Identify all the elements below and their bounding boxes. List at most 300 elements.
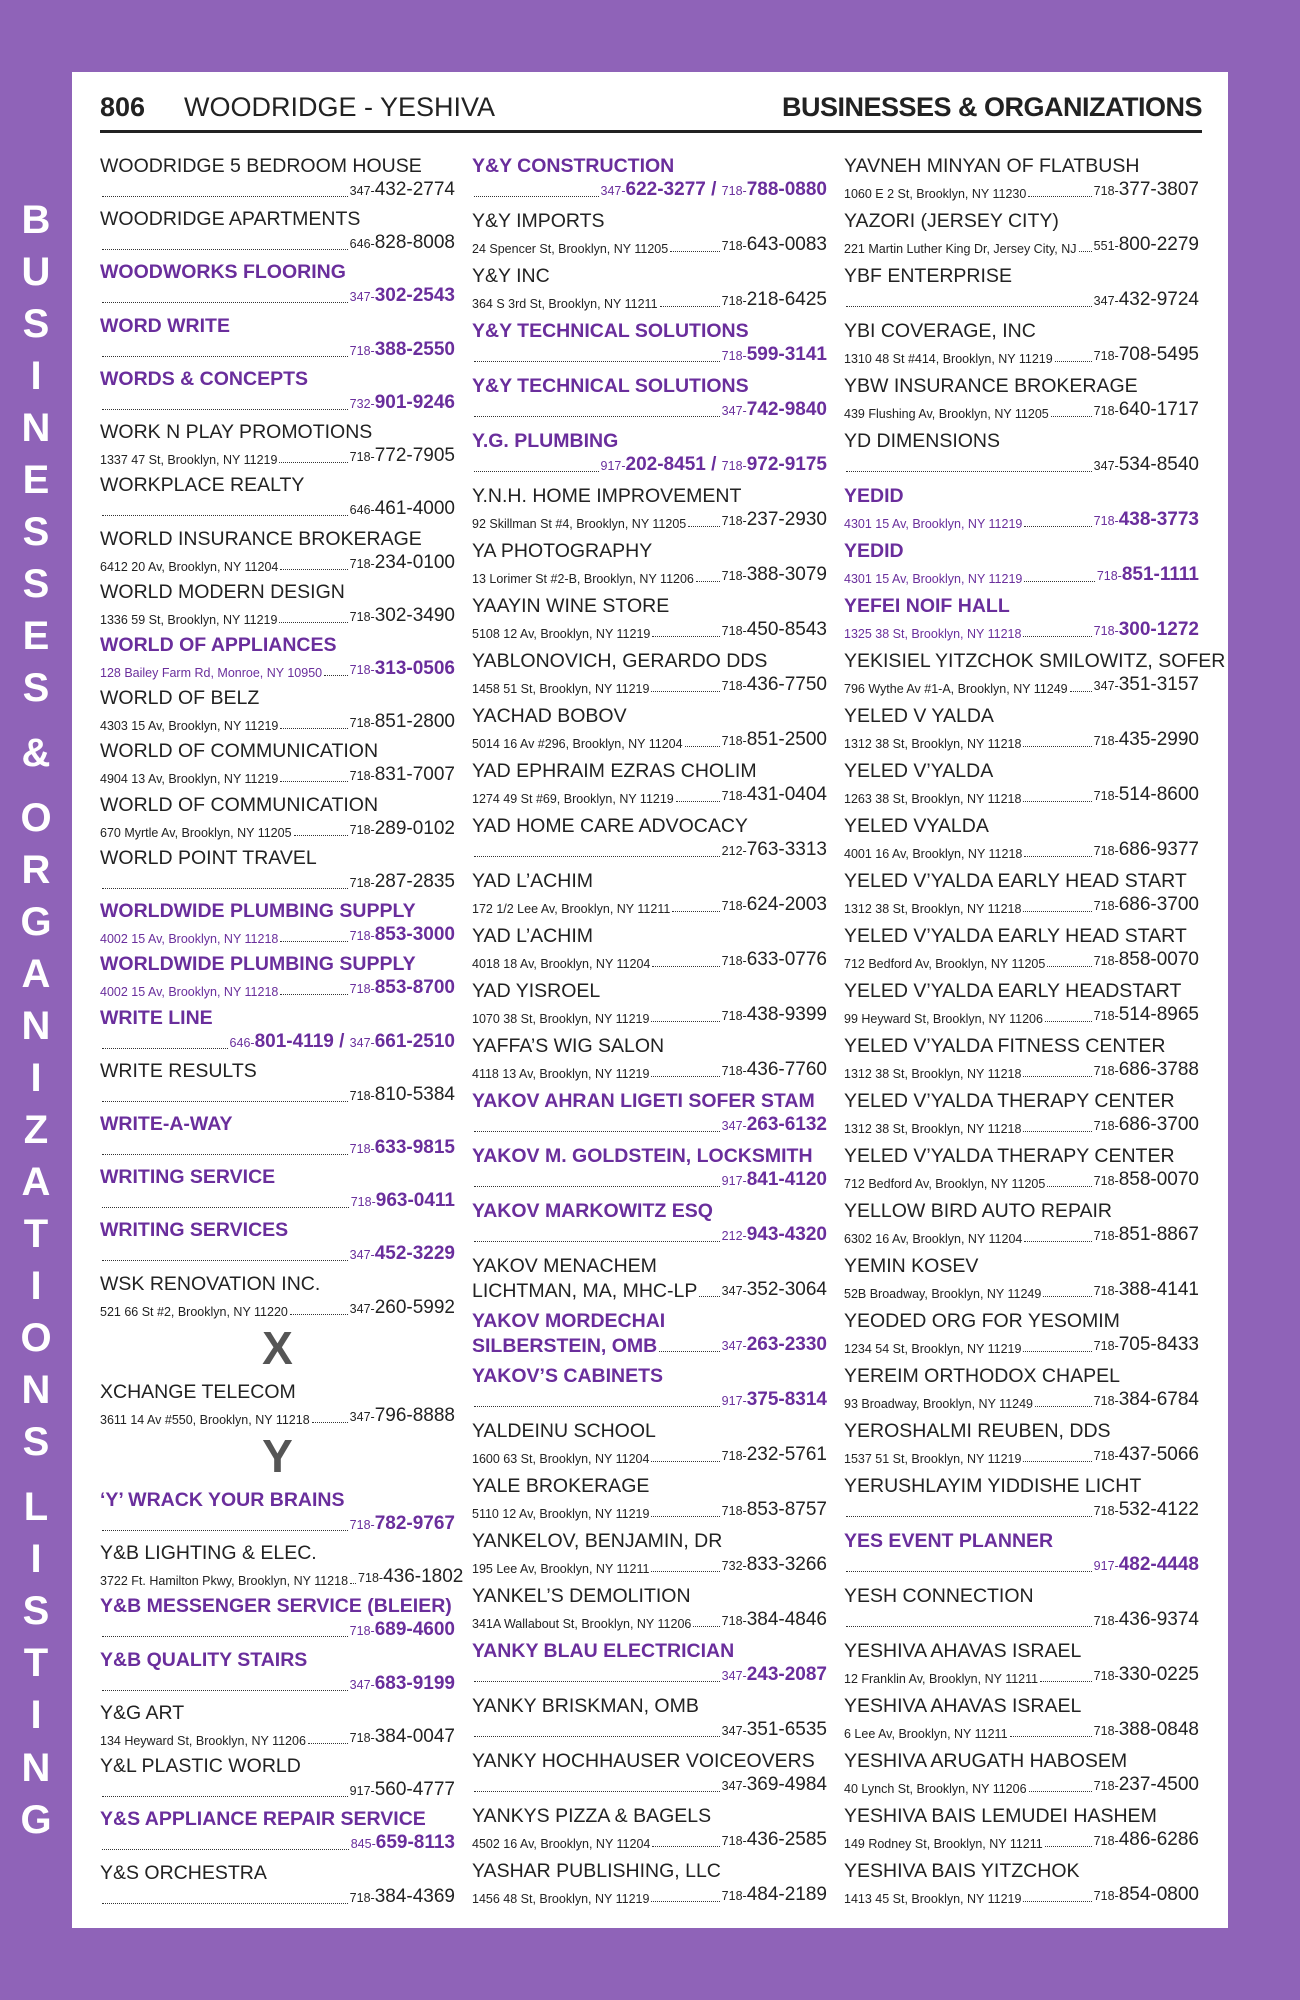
phone-prefix: 732- [721,1559,747,1573]
listing-phone [1094,234,1199,257]
listing-entry [100,1590,455,1643]
listing-entry [472,1690,827,1745]
phone-prefix: 718- [721,349,747,363]
listing-address: 1537 51 St, Brooklyn, NY 11219 [844,1452,1022,1466]
listing-name: Y&L PLASTIC WORLD [100,1755,301,1778]
listing-entry [100,842,455,895]
dot-leader [1035,1406,1092,1407]
listing-name: YESHIVA BAIS YITZCHOK [844,1860,1080,1882]
listing-entry [844,260,1199,315]
page-number: 806 [100,92,146,122]
phone-prefix: 732- [349,396,375,411]
phone-number: 689-4600 [374,1619,455,1641]
listing-phone [722,1774,827,1797]
listing-address: 5110 12 Av, Brooklyn, NY 11219 [472,1507,650,1521]
phone-prefix: 718- [1093,1669,1119,1683]
phone-prefix: 718- [1093,514,1119,528]
dot-leader [672,911,719,912]
phone-number: 686-3700 [1118,1114,1199,1135]
listing-detail-line [844,398,1199,422]
listing-address: 1312 38 St, Brooklyn, NY 11218 [844,902,1022,916]
listing-phone [1094,839,1199,862]
listing-name: WOODRIDGE APARTMENTS [100,208,361,231]
listing-entry [100,1376,455,1429]
phone-number: 484-2189 [746,1884,827,1905]
listing-detail-line [472,178,827,202]
listing-phone [722,674,827,697]
listing-name: WSK RENOVATION INC. [100,1272,321,1295]
listing-phone [722,1224,827,1247]
side-letter: Z [23,1108,49,1153]
listing-address: 1070 38 St, Brooklyn, NY 11219 [472,1012,650,1026]
phone-prefix: 646- [349,503,375,518]
listing-detail-line [472,1333,827,1357]
dot-leader [102,302,348,303]
listing-detail-line [100,1725,455,1749]
listing-phone [1094,1059,1199,1082]
phone-number: 624-2003 [746,894,827,915]
phone-number: 384-0047 [374,1725,455,1747]
listing-name: YEFEI NOIF HALL [844,595,1010,617]
dot-leader [651,1021,719,1022]
listing-phone [1094,674,1199,697]
side-letter: R [21,848,51,893]
listing-phone [1094,729,1199,752]
phone-prefix: 718- [1096,569,1122,583]
listing-address: 439 Flushing Av, Brooklyn, NY 11205 [844,407,1049,421]
listing-phone [722,1004,827,1027]
listing-entry [844,1360,1199,1415]
side-letter: G [20,900,52,945]
listing-detail-line [100,870,455,894]
dot-leader [312,1422,348,1423]
listing-address: 1310 48 St #414, Brooklyn, NY 11219 [844,352,1053,366]
listing-name: YELED V’YALDA EARLY HEAD START [844,925,1187,947]
phone-number: 384-4369 [374,1885,455,1907]
dot-leader [102,888,348,889]
listing-address: 1325 38 St, Brooklyn, NY 11218 [844,627,1022,641]
listing-name: YEDID [844,485,904,507]
listing-detail-line [100,497,455,521]
listing-name: WORLD MODERN DESIGN [100,580,345,603]
side-letter: I [30,1264,42,1309]
column-1 [100,150,464,1910]
dot-leader [651,1516,719,1517]
phone-prefix: 718- [1093,844,1119,858]
listing-address: 1263 38 St, Brooklyn, NY 11218 [844,792,1022,806]
phone-prefix: 347- [721,1284,747,1298]
listing-entry [844,480,1199,535]
listing-detail-line [472,1443,827,1467]
listing-entry [844,920,1199,975]
listing-detail-line [844,1443,1199,1467]
listing-name: YAKOV AHRAN LIGETI SOFER STAM [472,1090,815,1112]
phone-prefix: 718- [349,1518,375,1533]
phone-number: 782-9767 [374,1513,455,1535]
listing-phone [1094,344,1199,367]
phone-prefix: 718- [1093,1119,1119,1133]
listing-phone [350,924,455,947]
phone-number: 853-8757 [746,1499,827,1520]
dot-leader [474,1131,720,1132]
listing-entry [844,1800,1199,1855]
phone-prefix: 718- [349,1890,375,1905]
dot-leader [1023,801,1091,802]
listing-name: Y&Y TECHNICAL SOLUTIONS [472,320,749,342]
phone-number: 686-9377 [1118,839,1199,860]
dot-leader [1043,1296,1091,1297]
listing-name: YESHIVA AHAVAS ISRAEL [844,1695,1082,1717]
listing-name: YAKOV’S CABINETS [472,1365,664,1387]
listing-name: YANKYS PIZZA & BAGELS [472,1805,712,1827]
listing-phone [1094,1884,1199,1907]
listing-entry [844,315,1199,370]
listing-detail-line [100,1618,455,1642]
listing-phone [350,1513,455,1536]
listing-phone [350,764,455,787]
side-letter: & [21,731,51,776]
listing-entry [100,1750,455,1803]
phone-prefix: 646- [349,237,375,252]
listing-entry [100,789,455,842]
phone-prefix: 718- [349,609,375,624]
listing-detail-line [844,673,1199,697]
listing-entry [100,1055,455,1108]
dot-leader [102,1207,349,1208]
phone-prefix: 718- [1093,734,1119,748]
listing-phone [722,949,827,972]
phone-number: 772-7905 [374,445,455,467]
listing-name: YAAYIN WINE STORE [472,595,670,617]
listing-detail-line [100,231,455,255]
phone-prefix: 718- [1093,349,1119,363]
listing-phone [722,234,827,257]
listing-entry [844,1525,1199,1580]
dot-leader [474,1186,720,1187]
listing-entry [100,1644,455,1697]
phone-prefix: 718- [721,789,747,803]
listing-address: 12 Franklin Av, Brooklyn, NY 11211 [844,1672,1039,1686]
listing-detail-line [100,1565,464,1589]
listing-name: YALDEINU SCHOOL [472,1420,656,1442]
listing-entry [100,150,455,203]
listing-phone [722,1279,827,1302]
listing-name: WRITING SERVICE [100,1166,276,1189]
dot-leader [1023,1461,1091,1462]
listing-detail-line [472,453,827,477]
phone-number: 854-0800 [1118,1884,1199,1905]
listing-address: 4001 16 Av, Brooklyn, NY 11218 [844,847,1023,861]
phone-number: 260-5992 [374,1296,455,1318]
listing-phone [350,711,455,734]
phone-number: 742-9840 [746,399,827,420]
phone-prefix: 718- [721,1449,747,1463]
listing-phone [1094,619,1199,642]
listing-phone [601,454,828,477]
phone-number: 436-1802 [383,1566,464,1588]
listing-entry [844,1745,1199,1800]
listing-detail-line [100,1512,455,1536]
listing-detail-line [844,1168,1199,1192]
listing-phone [722,1334,827,1357]
dot-leader [1023,1076,1091,1077]
listing-name: WORLD OF APPLIANCES [100,633,337,656]
phone-number: 853-8700 [374,977,455,999]
listing-name: YEROSHALMI REUBEN, DDS [844,1420,1111,1442]
phone-number: 831-7007 [374,764,455,786]
side-letter: S [22,510,50,555]
listing-entry [844,1250,1199,1305]
phone-prefix: 347- [349,1035,375,1050]
listing-entry [100,682,455,735]
side-letter: A [21,952,51,997]
listing-detail-line [472,288,827,312]
phone-number: 243-2087 [746,1664,827,1685]
phone-prefix: 718- [721,569,747,583]
listing-entry [472,920,827,975]
listing-entry [100,1268,455,1321]
dot-leader [102,249,348,250]
listing-phone [350,1779,455,1802]
listing-phone [1094,1719,1199,1742]
phone-number: 289-0102 [374,817,455,839]
phone-number: 858-0070 [1118,1169,1199,1190]
listing-entry [100,1002,455,1055]
listing-address: 341A Wallabout St, Brooklyn, NY 11206 [472,1617,692,1631]
page-header [100,90,1202,133]
dot-leader [652,1846,719,1847]
listing-address: 1600 63 St, Brooklyn, NY 11204 [472,1452,650,1466]
listing-phone [722,344,827,367]
phone-number: 384-4846 [746,1609,827,1630]
listing-name: WORD WRITE [100,314,230,337]
listing-name: WRITE-A-WAY [100,1112,233,1135]
dot-leader [1023,1351,1091,1352]
listing-phone [350,392,455,415]
listing-phone [722,1444,827,1467]
dot-leader [1045,1846,1092,1847]
dot-leader [102,1690,348,1691]
listing-name: YAD HOME CARE ADVOCACY [472,815,748,837]
phone-number: 482-4448 [1118,1554,1199,1575]
listing-entry [472,1580,827,1635]
listing-name: YAD EPHRAIM EZRAS CHOLIM [472,760,757,782]
side-letter: S [22,1420,50,1465]
phone-number: 633-0776 [746,949,827,970]
dot-leader [1079,251,1092,252]
listing-address: 99 Heyward St, Brooklyn, NY 11206 [844,1012,1043,1026]
listing-name: YBW INSURANCE BROKERAGE [844,375,1138,397]
dot-leader [685,746,720,747]
side-letter: I [30,1537,42,1582]
listing-detail-line [844,1498,1199,1522]
phone-number: 841-4120 [746,1169,827,1190]
listing-name: YELED V’YALDA EARLY HEADSTART [844,980,1182,1002]
dot-leader [1010,1736,1092,1737]
phone-number: 486-6286 [1118,1829,1199,1850]
listing-address: 521 66 St #2, Brooklyn, NY 11220 [100,1304,288,1319]
listing-entry [844,150,1199,205]
dot-leader [660,306,720,307]
phone-prefix: 718- [1093,1174,1119,1188]
phone-prefix: 347- [600,184,626,198]
listing-entry [844,590,1199,645]
listing-name: YESHIVA ARUGATH HABOSEM [844,1750,1128,1772]
phone-prefix: 718- [349,929,375,944]
listing-address: 1312 38 St, Brooklyn, NY 11218 [844,1122,1022,1136]
listing-detail-line [100,178,455,202]
listing-phone [1094,949,1199,972]
listing-entry [472,810,827,865]
phone-prefix: 718- [721,459,747,473]
dot-leader [102,409,348,410]
listing-detail-line [472,508,827,532]
listing-name: YESHIVA BAIS LEMUDEI HASHEM [844,1805,1157,1827]
phone-prefix: 718- [349,1088,375,1103]
phone-prefix: 718- [1093,1834,1119,1848]
phone-prefix: 718- [721,239,747,253]
side-letter: O [20,1316,52,1361]
listing-address: 93 Broadway, Brooklyn, NY 11249 [844,1397,1034,1411]
phone-prefix: 212- [721,1229,747,1243]
listing-name: YAVNEH MINYAN OF FLATBUSH [844,155,1140,177]
phone-prefix: 718- [1093,899,1119,913]
phone-number: 633-9815 [374,1136,455,1158]
listing-entry [100,523,455,576]
phone-number: 351-6535 [746,1719,827,1740]
listing-detail-line [844,1058,1199,1082]
listing-phone [722,1554,827,1577]
listing-phone [350,1619,455,1642]
listing-phone [722,1169,827,1192]
phone-number: 788-0880 [746,179,827,200]
phone-prefix: 718- [1093,1394,1119,1408]
listing-detail-line [844,178,1199,202]
listing-name: YEMIN KOSEV [844,1255,979,1277]
phone-number: 202-8451 / [625,454,722,475]
listing-phone [350,498,455,521]
listing-phone [350,871,455,894]
listing-phone [1094,1444,1199,1467]
listing-detail-line [844,728,1199,752]
phone-prefix: 718- [349,1141,375,1156]
dot-leader [688,526,719,527]
listing-phone [1094,1334,1199,1357]
listing-detail-line [100,551,455,575]
phone-number: 972-9175 [746,454,827,475]
listing-phone [358,1566,463,1589]
phone-number: 943-4320 [746,1224,827,1245]
side-letter: G [20,1797,52,1842]
listing-entry [472,1415,827,1470]
phone-prefix: 718- [721,899,747,913]
phone-number: 218-6425 [746,289,827,310]
listing-detail-line [100,657,455,681]
listing-address: 796 Wythe Av #1-A, Brooklyn, NY 11249 [844,682,1068,696]
listing-detail-line [844,1333,1199,1357]
listing-phone [350,1084,455,1107]
phone-number: 800-2279 [1118,234,1199,255]
dot-leader [102,1903,348,1904]
dot-leader [474,471,599,472]
side-letter: I [30,354,42,399]
listing-detail-line [844,343,1199,367]
dot-leader [1024,856,1091,857]
listing-entry [844,1305,1199,1360]
listing-detail-line [844,1608,1199,1632]
phone-prefix: 718- [721,1889,747,1903]
phone-number: 435-2990 [1118,729,1199,750]
dot-leader [846,1516,1092,1517]
listing-phone [1094,1499,1199,1522]
phone-prefix: 718- [349,1624,375,1639]
listing-entry [472,1250,827,1305]
phone-number: 622-3277 / [625,179,722,200]
phone-prefix: 347- [721,1119,747,1133]
phone-prefix: 718- [358,1571,384,1586]
dot-leader [651,1461,719,1462]
listing-phone [722,289,827,312]
listing-name: YANKY HOCHHAUSER VOICEOVERS [472,1750,815,1772]
listing-entry [844,700,1199,755]
dot-leader [1024,1241,1091,1242]
listing-address: 5014 16 Av #296, Brooklyn, NY 11204 [472,737,683,751]
listing-entry [472,205,827,260]
listing-detail-line [472,893,827,917]
listing-name: WORLD OF COMMUNICATION [100,793,379,816]
listing-name: Y&Y IMPORTS [472,210,605,232]
phone-prefix: 718- [349,982,375,997]
listing-detail-line [100,1404,455,1428]
phone-number: 851-2800 [374,711,455,733]
listing-entry [100,1484,455,1537]
listing-phone [350,1673,455,1696]
listing-phone [1094,1389,1199,1412]
dot-leader [1047,966,1091,967]
dot-leader [474,856,720,857]
listing-phone [350,605,455,628]
listing-entry [100,629,455,682]
listing-phone [1094,289,1199,312]
phone-prefix: 718- [1093,1229,1119,1243]
dot-leader [1023,636,1091,637]
dot-leader [324,675,348,676]
phone-prefix: 718- [721,1064,747,1078]
listing-name: YANKEL’S DEMOLITION [472,1585,691,1607]
phone-number: 263-2330 [746,1334,827,1355]
dot-leader [1023,746,1091,747]
phone-number: 851-2500 [746,729,827,750]
phone-prefix: 718- [1093,1614,1119,1628]
listing-phone [1094,454,1199,477]
listing-entry [100,895,455,948]
listing-address: 1312 38 St, Brooklyn, NY 11218 [844,737,1022,751]
listing-detail-line [100,817,455,841]
listing-name: Y&B LIGHTING & ELEC. [100,1542,317,1565]
phone-prefix: 212- [721,844,747,858]
listing-address: SILBERSTEIN, OMB [472,1335,658,1357]
listing-address: 4303 15 Av, Brooklyn, NY 11219 [100,719,279,734]
listing-phone [1094,894,1199,917]
listing-address: 1274 49 St #69, Brooklyn, NY 11219 [472,792,674,806]
listing-name: YACHAD BOBOV [472,705,627,727]
phone-number: 514-8600 [1118,784,1199,805]
listing-entry [472,480,827,535]
listing-detail-line [472,1113,827,1137]
listing-phone [350,1405,455,1428]
listing-name: YALE BROKERAGE [472,1475,650,1497]
listing-name: Y&Y CONSTRUCTION [472,155,675,177]
